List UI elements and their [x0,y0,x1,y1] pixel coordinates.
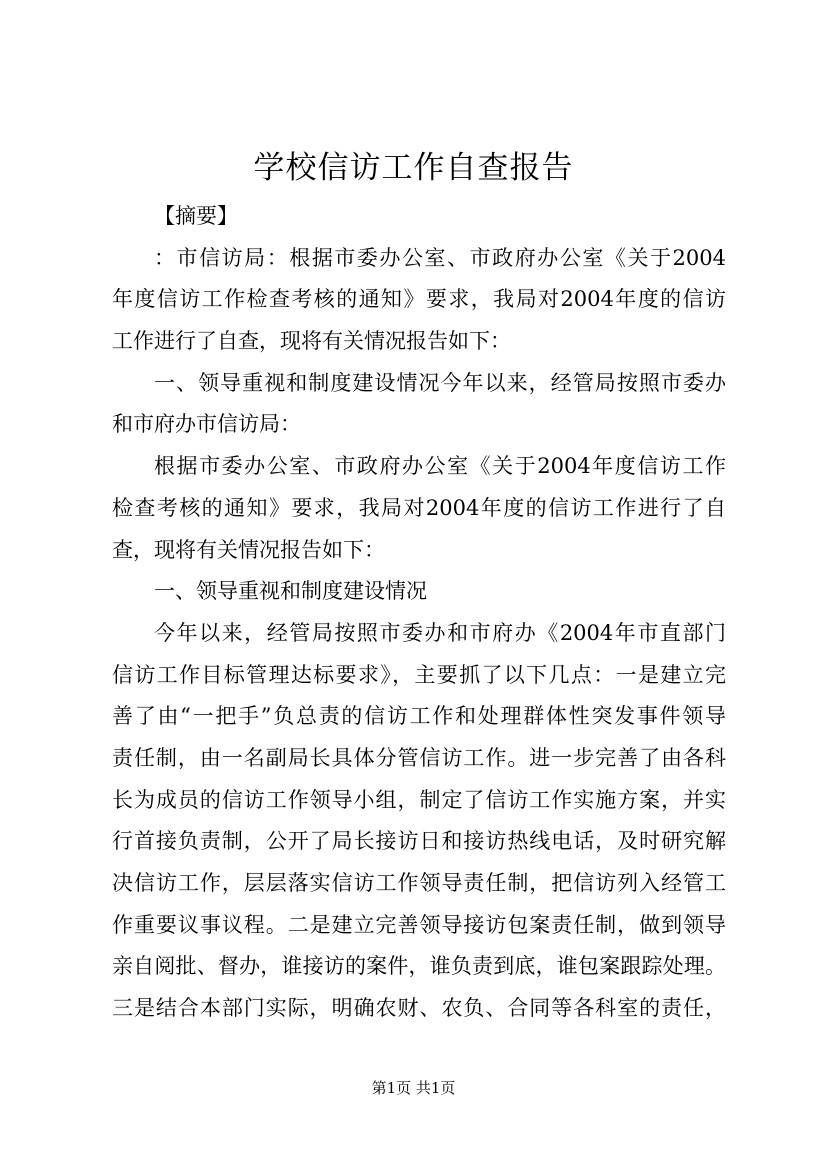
body-line: 一、领导重视和制度建设情况今年以来，经管局按照市委办 [154,370,726,395]
body-line: ：市信访局：根据市委办公室、市政府办公室《关于2004 [154,245,726,270]
body-line: 长为成员的信访工作领导小组，制定了信访工作实施方案，并实 [112,787,726,812]
body-line: 和市府办市信访局： [112,412,301,437]
body-line: 查，现将有关情况报告如下： [112,537,385,562]
body-line: 年度信访工作检查考核的通知》要求，我局对2004年度的信访 [112,287,726,312]
body-line: 工作进行了自查，现将有关情况报告如下： [112,329,511,354]
body-line: 根据市委办公室、市政府办公室《关于2004年度信访工作 [154,454,726,479]
body-line: 行首接负责制，公开了局长接访日和接访热线电话，及时研究解 [112,829,726,854]
body-line: 亲自阅批、督办，谁接访的案件，谁负责到底，谁包案跟踪处理。 [112,954,726,979]
document-body [112,196,726,1030]
body-line: 今年以来，经管局按照市委办和市府办《2004年市直部门 [154,620,726,645]
body-line: 决信访工作，层层落实信访工作领导责任制，把信访列入经管工 [112,871,726,895]
body-line: 一、领导重视和制度建设情况 [154,579,427,604]
document-title: 学校信访工作自查报告 [253,150,574,186]
body-line: 作重要议事议程。二是建立完善领导接访包案责任制，做到领导 [112,912,726,937]
body-line: 责任制，由一名副局长具体分管信访工作。进一步完善了由各科 [112,745,726,770]
page-footer: 第1页 共1页 [371,1079,456,1097]
body-line: 检查考核的通知》要求，我局对2004年度的信访工作进行了自 [112,495,726,520]
body-line: 【摘要】 [154,204,238,228]
body-line: 三是结合本部门实际，明确农财、农负、合同等各科室的责任， [112,996,726,1021]
body-line: 善了由“一把手”负总责的信访工作和处理群体性突发事件领导 [112,704,726,729]
body-line: 信访工作目标管理达标要求》，主要抓了以下几点：一是建立完 [112,662,726,687]
